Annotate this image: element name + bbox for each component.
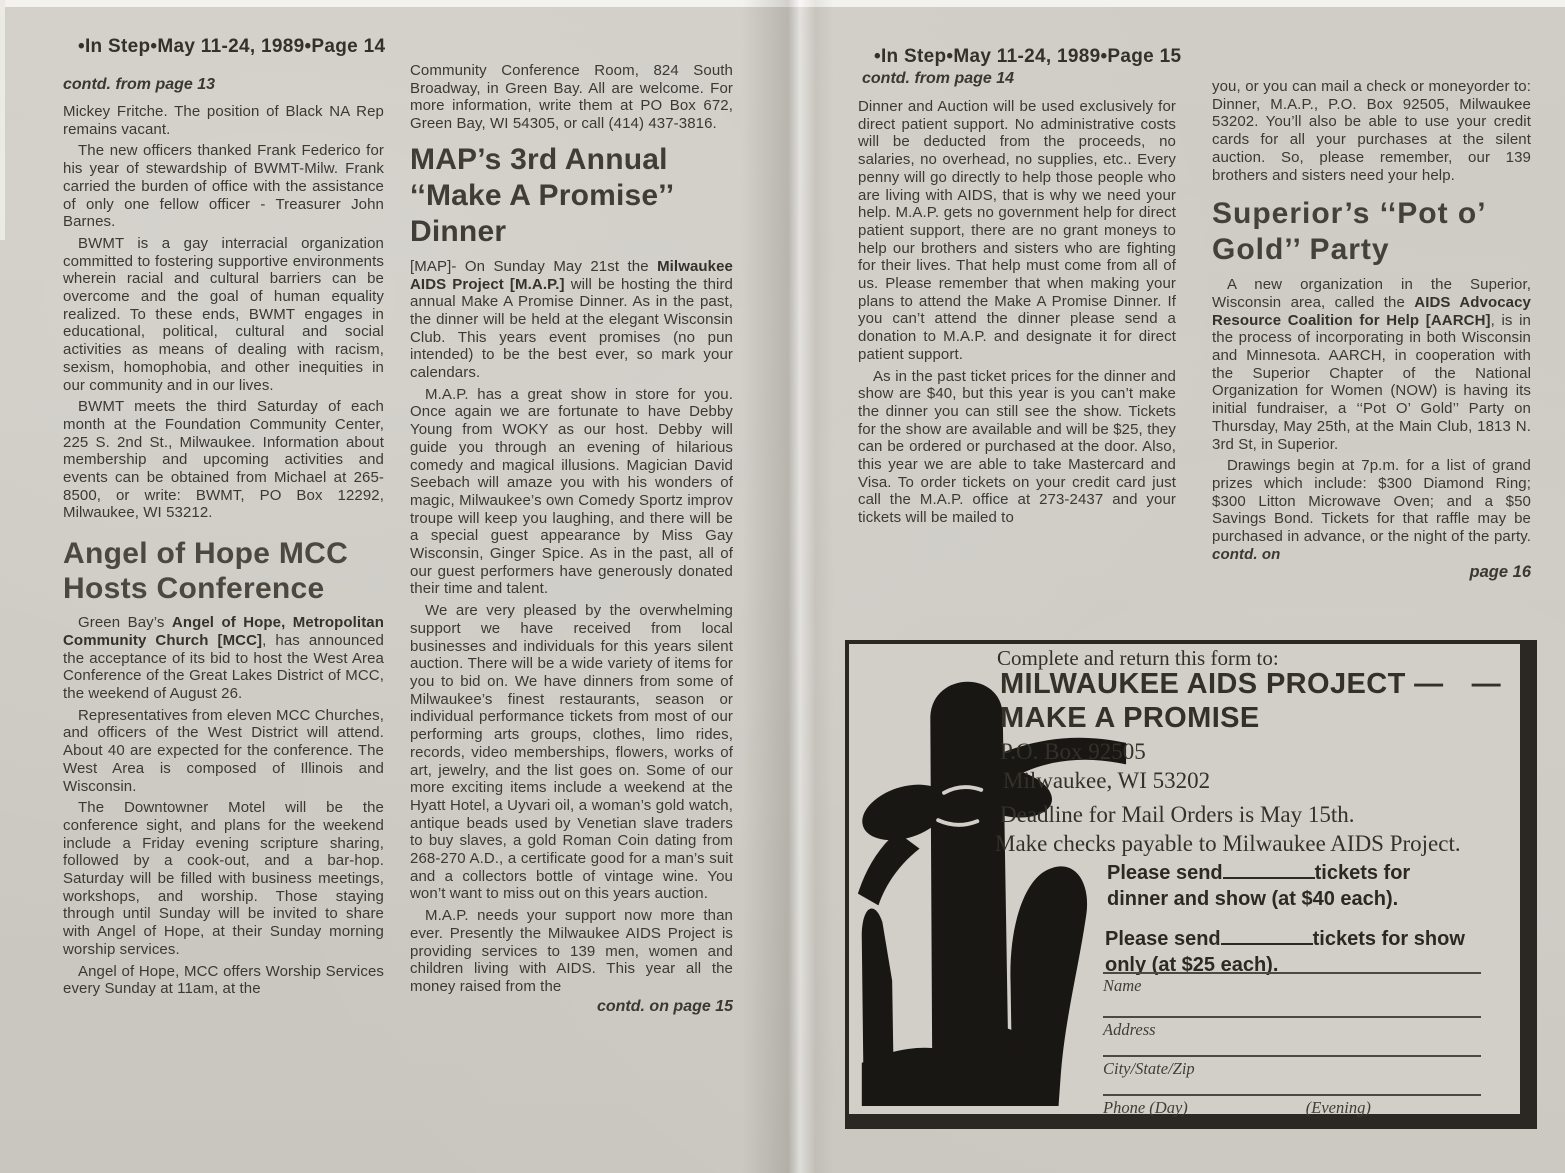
field-label: Please send [1107, 862, 1223, 884]
paragraph: Angel of Hope, MCC offers Worship Services every Sunday at 11am, at the [63, 962, 384, 998]
form-deadline: Deadline for Mail Orders is May 15th. [1000, 802, 1355, 827]
page15-column-2 [1212, 78, 1531, 634]
paragraph [1212, 457, 1531, 563]
form-city-row [1103, 1055, 1481, 1079]
paragraph: BWMT is a gay interracial organization committed to fostering supportive environments wherein racial and cultural barriers can be overcome and the goal of human equality realized. To these ends, BWMT engages in educational, political, cultural and social activities as means of dealing with racism, sexism, homophobia, and other inequities in our community and in our lives. [63, 234, 384, 394]
article-heading-angel-of-hope: Angel of Hope MCC Hosts Conference [63, 537, 349, 606]
city-state-zip-label: City/State/Zip [1103, 1059, 1195, 1078]
paragraph-text: , has announced the acceptance of its bid to host the West Area Conference of the Great Lakes District of MCC, the weekend of August 26. [63, 631, 384, 702]
form-city-state: Milwaukee, WI 53202 [1003, 768, 1211, 793]
paragraph: BWMT meets the third Saturday of each month at the Foundation Community Center, 225 S. 2nd St., Milwaukee. Information about membership and upcoming activities and events can be obtained from Michael at 265-8500, or write: BWMT, PO Box 12292, Milwaukee, WI 53212. [63, 398, 384, 522]
paragraph-text: A new organization in the Superior, Wisconsin area, called the [1212, 276, 1531, 311]
form-po-box: P.O. Box 92505 [1000, 739, 1146, 764]
form-address-row [1103, 1016, 1481, 1040]
paragraph: M.A.P. has a great show in store for you. Once again we are fortunate to have Debby Young from WOKY as our host. Debby will guide you through an evening of hilarious comedy and magical illusions. Magician David Seebach will amaze you with his wonders of magic, Milwaukee’s own Comedy Sportz improv troupe will keep you laughing, and there will be a special guest appearance by Miss Gay Wisconsin, Ginger Spice. As in the past, all of our guest performers have generously donated their time and talent. [410, 385, 733, 598]
scan-left-edge [0, 0, 5, 240]
form-title-line1 [1000, 668, 1501, 701]
paragraph: Community Conference Room, 824 South Broadway, in Green Bay. All are welcome. For more information, write them at PO Box 672, Green Bay, WI 54305, or call (414) 437-3816. [410, 62, 733, 133]
paragraph-text: , is in the process of incorporating in both Wisconsin and Minnesota. AARCH, in cooperation with the Superior Chapter of the National Organization for Women (NOW) is having its initial fundraiser, a ‘‘Pot O’ Gold’’ Party on Thursday, May 25th, at the Main Club, 1813 N. 3rd St, in Superior. [1212, 311, 1531, 453]
fill-in-blank [1221, 929, 1313, 945]
paragraph-text: will be hosting the third annual Make A Promise Dinner. As in the past, the dinner will be held at the elegant Wisconsin Club. This years event promises (no pun intended) to be the best ever, so mark your calendars. [410, 275, 733, 382]
write-in-line [1103, 1016, 1481, 1018]
contd-page-ref: page 16 [1469, 563, 1531, 582]
field-label: Please send [1105, 928, 1221, 950]
paragraph: As in the past ticket prices for the dinner and show are $40, but this year is you can’t make the dinner you can still see the show. Tickets for the show are available and will be $25, they can be ordered or purchased at the door. Also, this year we are able to take Mastercard and Visa. To order tickets on your credit card just call the M.A.P. office at 273-2437 and your tickets will be mailed to [858, 367, 1176, 527]
form-title-text: MILWAUKEE AIDS PROJECT — [1000, 668, 1444, 700]
name-label: Name [1103, 976, 1142, 995]
phone-day-label: Phone (Day) [1103, 1098, 1188, 1117]
paragraph: The Downtowner Motel will be the conference sight, and plans for the weekend include a Friday evening scripture sharing, followed by a cook-out, and a bar-hop. Saturday will be filled with business meetings, workshops, and worship. Those staying through until Sunday will be invited to share with Angel of Hope, at their Sunday morning worship services. [63, 799, 384, 958]
write-in-line [1103, 972, 1481, 974]
field-label: tickets for show only (at $25 each). [1105, 928, 1465, 976]
paragraph-bold: Angel of Hope, Metropolitan Community Church [MCC] [63, 614, 384, 649]
page14-column-2 [410, 62, 733, 1144]
form-intro: Complete and return this form to: [997, 646, 1279, 670]
paragraph: The new officers thanked Frank Federico for his year of stewardship of BWMT-Milw. Frank carried the burden of office with the assistance of only one fellow officer - Treasurer John Barnes. [63, 142, 384, 231]
form-field-show-tickets [1105, 926, 1485, 978]
contd-from-note: contd. from page 13 [63, 76, 216, 93]
form-name-row [1103, 972, 1481, 996]
paragraph: We are very pleased by the overwhelming support we have received from local businesses and individuals for this years silent auction. There will be a wide variety of items for you to bid on. We have dinners from some of Milwaukee’s finest restaurants, season or individual performance tickets from most of our performing arts groups, clothes, limo rides, records, video memberships, flowers, works of art, jewelry, and the list goes on. Some of our more exciting items include a weekend at the Hyatt Hotel, a Uyvari oil, a woman’s gold watch, antique beads used by Venetian slave traders to buy slaves, a gold Roman Coin dating from 268-270 A.D., a certificate good for a man’s suit and a collectors bottle of vintage wine. You won’t want to miss out on this years auction. [410, 602, 733, 903]
field-label: tickets for dinner and show (at $40 each). [1107, 862, 1411, 910]
paragraph-text: Green Bay’s [78, 614, 172, 632]
form-field-dinner-tickets [1107, 860, 1475, 912]
form-checks-note: Make checks payable to Milwaukee AIDS Project. [995, 831, 1461, 856]
map-order-form [845, 640, 1537, 1129]
form-title-dash: — [1471, 668, 1501, 700]
address-label: Address [1103, 1020, 1156, 1039]
paragraph-text: [MAP]- On Sunday May 21st the [410, 257, 658, 275]
page-fold-seam [742, 0, 834, 1173]
paragraph: Representatives from eleven MCC Churches, and officers of the West District will attend. About 40 are expected for the conference. The West Area is composed of Illinois and Wisconsin. [63, 706, 384, 795]
write-in-line [1103, 1055, 1481, 1057]
paragraph [1212, 276, 1531, 453]
contd-on-note: contd. on [1212, 545, 1281, 563]
paragraph-bold: Milwaukee AIDS Project [M.A.P.] [410, 257, 733, 293]
contd-on-note: contd. on page 15 [596, 997, 733, 1015]
page14-header: •In Step•May 11-24, 1989•Page 14 [78, 36, 386, 57]
paragraph [63, 614, 384, 703]
fill-in-blank [1223, 863, 1315, 879]
page15-header: •In Step•May 11-24, 1989•Page 15 [874, 46, 1182, 67]
paragraph: Dinner and Auction will be used exclusively for direct patient support. No administrative costs will be deducted from the proceeds, no salaries, no overhead, no supplies, etc.. Every penny will go directly to help those people who are living with AIDS, that is why we need your help. M.A.P. gets no government help for direct patient support, there are no grant moneys to help our brothers and sisters who are fighting for their lives. That help must come from all of us. Please remember that when making your plans to attend the Make A Promise Dinner. If you can’t attend the dinner please send a donation to M.A.P. and designate it for direct patient support. [858, 98, 1176, 363]
paragraph-bold: AIDS Advocacy Resource Coalition for Help [AARCH] [1212, 293, 1531, 329]
phone-evening-label: (Evening) [1305, 1098, 1371, 1117]
page14-column-1 [63, 76, 384, 1144]
paragraph: Mickey Fritche. The position of Black NA Rep remains vacant. [63, 103, 384, 138]
paragraph: you, or you can mail a check or moneyorder to: Dinner, M.A.P., P.O. Box 92505, Milwaukee 53202. You’ll also be able to use your credit cards for all your purchases at the silent auction. So, please remember, our 139 brothers and sisters need your help. [1212, 78, 1531, 184]
contd-from-note: contd. from page 14 [862, 70, 1015, 87]
page15-column-1 [858, 98, 1176, 633]
paragraph [410, 258, 733, 382]
form-title-line2: MAKE A PROMISE [1000, 702, 1260, 734]
article-heading-pot-o-gold: Superior’s ‘‘Pot o’ Gold’’ Party [1212, 197, 1485, 267]
paragraph-text: Drawings begin at 7p.m. for a list of grand prizes which include: $300 Diamond Ring; $300 Litton Microwave Oven; and a $50 Savings Bond. Tickets for that raffle may be purchased in advance, or the night of the party. [1212, 457, 1531, 546]
article-heading-map-dinner: MAP’s 3rd Annual ‘‘Make A Promise’’ Dinner [410, 142, 673, 248]
paragraph: M.A.P. needs your support now more than ever. Presently the Milwaukee AIDS Project is providing services to 139 men, women and children living with AIDS. This year all the money raised from the [410, 907, 733, 995]
form-phone-row [1103, 1094, 1481, 1118]
